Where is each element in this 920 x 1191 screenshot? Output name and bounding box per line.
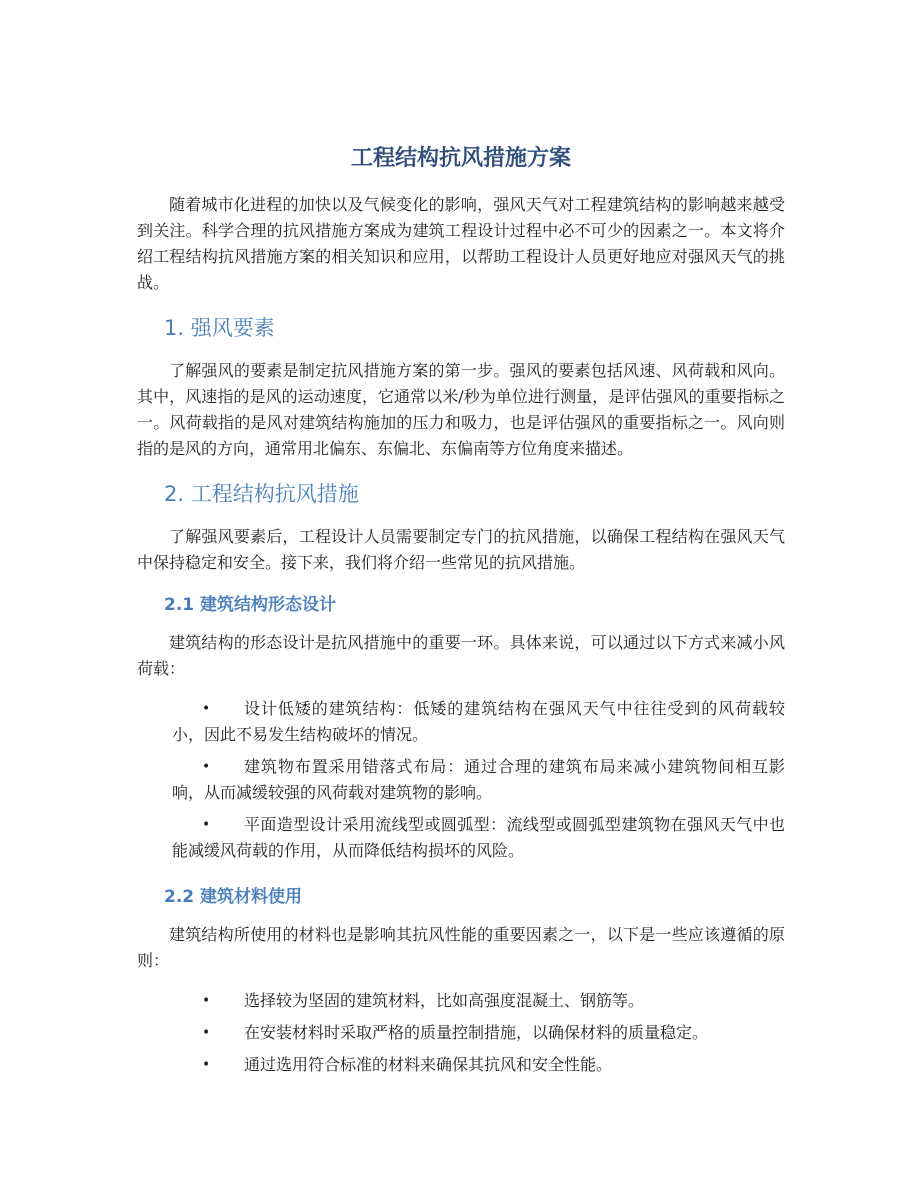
section-heading-wind-measures: 2. 工程结构抗风措施 [164, 482, 359, 506]
list-item [137, 812, 785, 864]
list-item-text: 在安装材料时采取严格的质量控制措施，以确保材料的质量稳定。 [244, 1023, 709, 1042]
bullet-icon: • [202, 993, 211, 1009]
subsection-paragraph-form-design: 建筑结构的形态设计是抗风措施中的重要一环。具体来说，可以通过以下方式来减小风荷载： [137, 633, 785, 678]
list-item [137, 696, 785, 748]
materials-bullet-list [137, 988, 785, 1078]
subsection-heading-form-design: 2.1 建筑结构形态设计 [164, 595, 337, 615]
document-body [137, 140, 785, 1096]
list-item [137, 988, 785, 1014]
list-item-text: 建筑物布置采用错落式布局：通过合理的建筑布局来减小建筑物间相互影响，从而减缓较强的风荷载对建筑物的影响。 [172, 757, 785, 802]
bullet-icon: • [202, 817, 211, 833]
subsection-heading-materials: 2.2 建筑材料使用 [164, 887, 303, 907]
list-item-text: 选择较为坚固的建筑材料，比如高强度混凝土、钢筋等。 [244, 991, 645, 1010]
list-item-text: 平面造型设计采用流线型或圆弧型：流线型或圆弧型建筑物在强风天气中也能减缓风荷载的作用，从而降低结构损坏的风险。 [172, 815, 785, 860]
intro-paragraph: 随着城市化进程的加快以及气候变化的影响，强风天气对工程建筑结构的影响越来越受到关注。科学合理的抗风措施方案成为建筑工程设计过程中必不可少的因素之一。本文将介绍工程结构抗风措施方案的相关知识和应用，以帮助工程设计人员更好地应对强风天气的挑战。 [137, 195, 785, 292]
bullet-icon: • [202, 1025, 211, 1041]
bullet-icon: • [202, 1057, 211, 1073]
section-paragraph-wind-measures: 了解强风要素后，工程设计人员需要制定专门的抗风措施，以确保工程结构在强风天气中保持稳定和安全。接下来，我们将介绍一些常见的抗风措施。 [137, 527, 785, 572]
list-item-text: 通过选用符合标准的材料来确保其抗风和安全性能。 [244, 1055, 613, 1074]
section-heading-strong-wind-factors: 1. 强风要素 [164, 316, 275, 340]
list-item [137, 754, 785, 806]
list-item [137, 1052, 785, 1078]
bullet-icon: • [202, 701, 211, 717]
form-design-bullet-list [137, 696, 785, 864]
subsection-paragraph-materials: 建筑结构所使用的材料也是影响其抗风性能的重要因素之一，以下是一些应该遵循的原则： [137, 925, 785, 970]
document-title: 工程结构抗风措施方案 [350, 146, 571, 171]
section-paragraph-strong-wind-factors: 了解强风的要素是制定抗风措施方案的第一步。强风的要素包括风速、风荷载和风向。其中，风速指的是风的运动速度，它通常以米/秒为单位进行测量，是评估强风的重要指标之一。风荷载指的是风对建筑结构施加的压力和吸力，也是评估强风的重要指标之一。风向则指的是风的方向，通常用北偏东、东偏北、东偏南等方位角度来描述。 [137, 361, 785, 458]
list-item [137, 1020, 785, 1046]
bullet-icon: • [202, 759, 211, 775]
list-item-text: 设计低矮的建筑结构：低矮的建筑结构在强风天气中往往受到的风荷载较小，因此不易发生结构破坏的情况。 [172, 699, 785, 744]
